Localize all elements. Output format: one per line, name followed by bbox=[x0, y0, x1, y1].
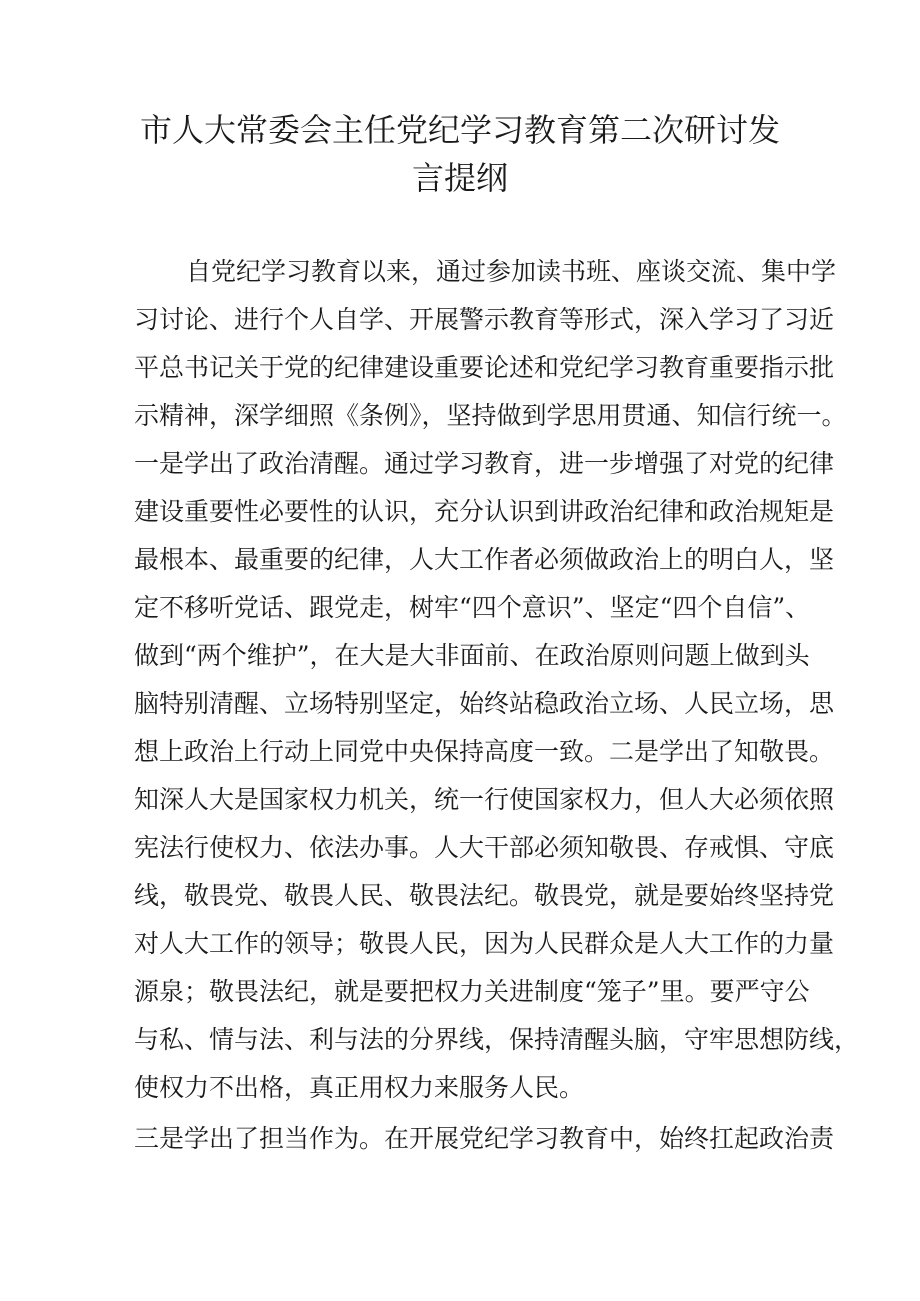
body-line: 最根本、最重要的纪律，人大工作者必须做政治上的明白人，坚 bbox=[134, 545, 835, 574]
body-line: 自党纪学习教育以来，通过参加读书班、座谈交流、集中学 bbox=[186, 257, 837, 286]
body-line: 源泉；敬畏法纪，就是要把权力关进制度“笼子”里。要严守公 bbox=[134, 977, 810, 1006]
body-line: 定不移听党话、跟党走，树牢“四个意识”、坚定“四个自信”、 bbox=[134, 593, 811, 622]
body-line: 想上政治上行动上同党中央保持高度一致。二是学出了知敬畏。 bbox=[134, 737, 835, 766]
body-line: 与私、情与法、利与法的分界线，保持清醒头脑，守牢思想防线， bbox=[134, 1025, 860, 1054]
body-line: 习讨论、进行个人自学、开展警示教育等形式，深入学习了习近 bbox=[134, 305, 835, 334]
body-line: 对人大工作的领导；敬畏人民，因为人民群众是人大工作的力量 bbox=[134, 929, 835, 958]
body-line: 知深人大是国家权力机关，统一行使国家权力，但人大必须依照 bbox=[134, 785, 835, 814]
body-line: 平总书记关于党的纪律建设重要论述和党纪学习教育重要指示批 bbox=[134, 353, 835, 382]
body-line: 建设重要性必要性的认识，充分认识到讲政治纪律和政治规矩是 bbox=[134, 497, 835, 526]
body-line: 线，敬畏党、敬畏人民、敬畏法纪。敬畏党，就是要始终坚持党 bbox=[134, 881, 835, 910]
document-title-line-2: 言提纲 bbox=[411, 159, 508, 197]
body-line: 做到“两个维护”，在大是大非面前、在政治原则问题上做到头 bbox=[134, 641, 810, 670]
body-line: 宪法行使权力、依法办事。人大干部必须知敬畏、存戒惧、守底 bbox=[134, 833, 835, 862]
body-line: 一是学出了政治清醒。通过学习教育，进一步增强了对党的纪律 bbox=[134, 449, 835, 478]
document-title-line-1: 市人大常委会主任党纪学习教育第二次研讨发 bbox=[139, 111, 780, 149]
body-line: 示精神，深学细照《条例》，坚持做到学思用贯通、知信行统一。 bbox=[134, 401, 847, 430]
body-line: 三是学出了担当作为。在开展党纪学习教育中，始终扛起政治责 bbox=[134, 1124, 835, 1153]
body-line: 使权力不出格，真正用权力来服务人民。 bbox=[134, 1073, 585, 1102]
body-line: 脑特别清醒、立场特别坚定，始终站稳政治立场、人民立场，思 bbox=[134, 689, 835, 718]
